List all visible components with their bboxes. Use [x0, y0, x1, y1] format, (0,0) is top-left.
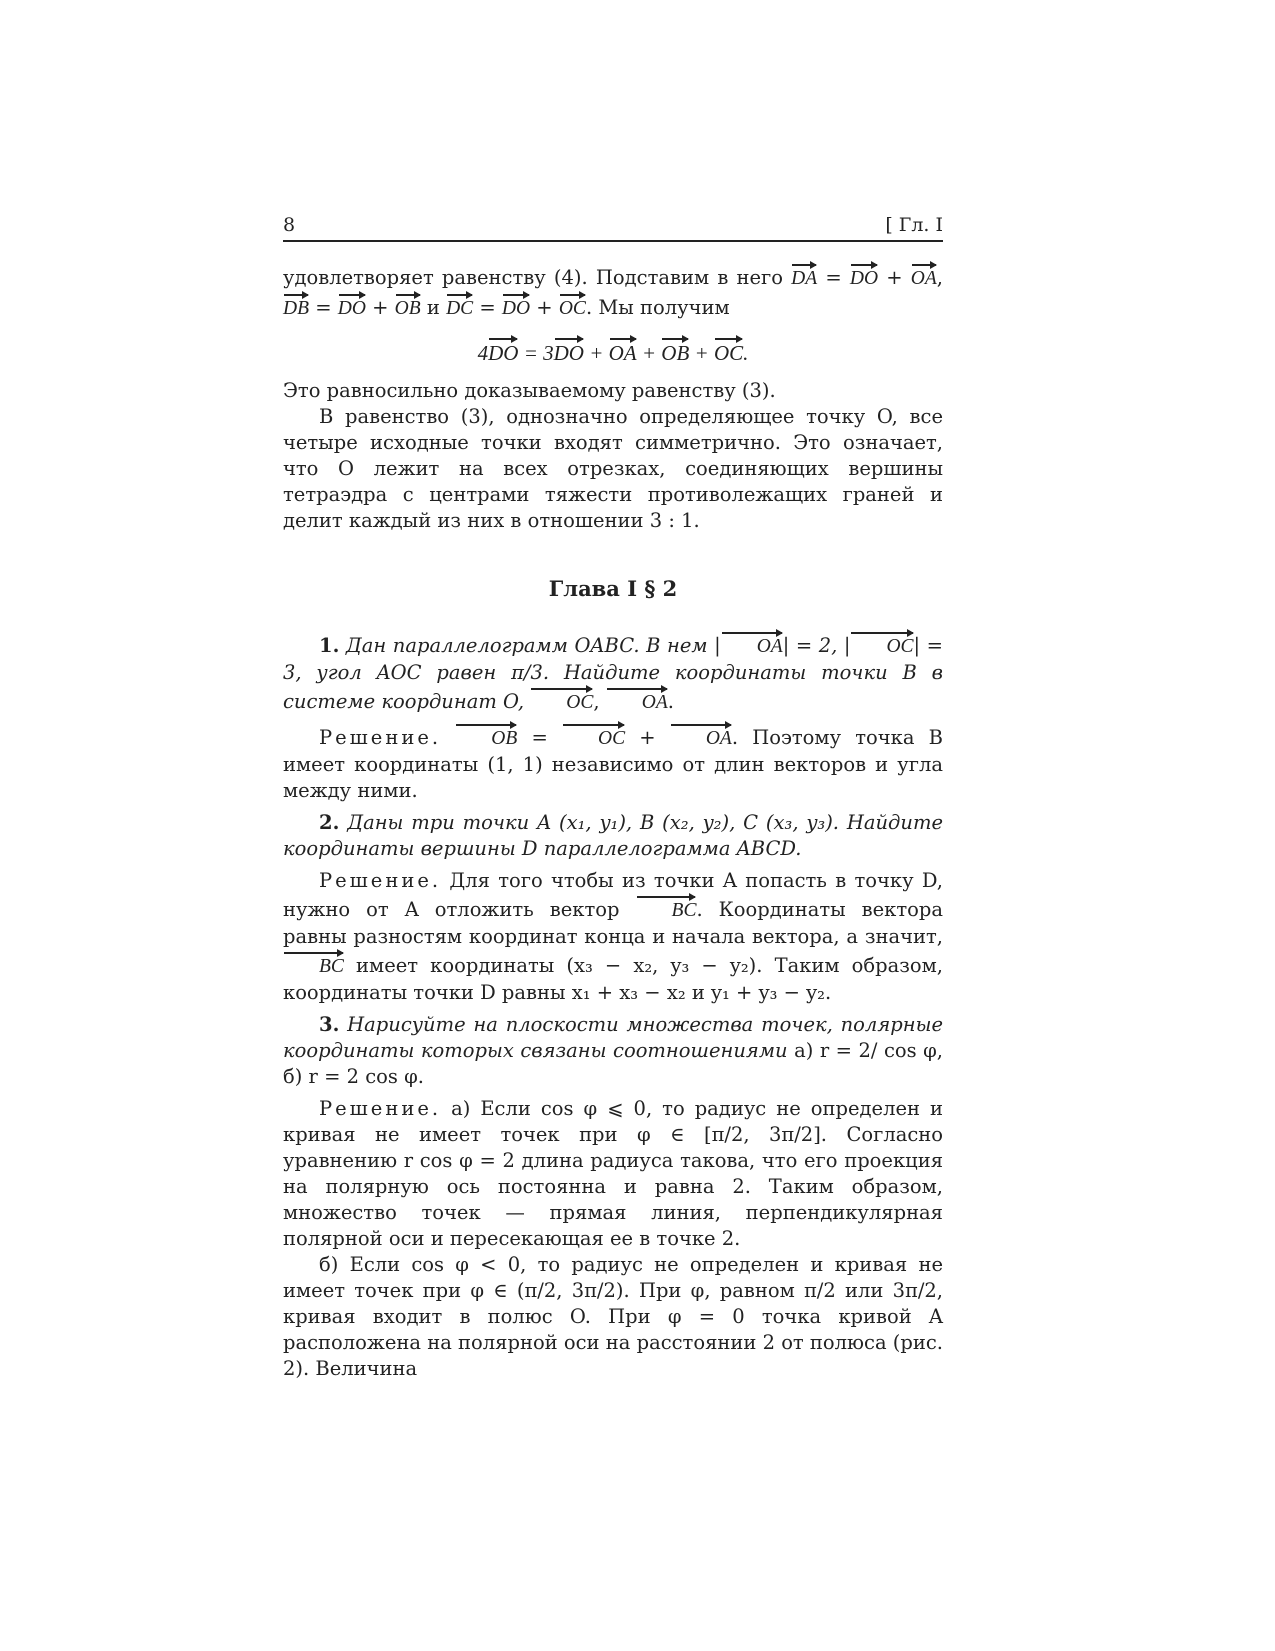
vector-OA: OA: [609, 336, 637, 366]
vector-OB: OB: [455, 722, 517, 752]
vector-OC: OC: [559, 292, 586, 322]
solution-3a: Решение. а) Если cos φ ⩽ 0, то радиус не определен и кривая не имеет точек при φ ∈ [π/2, 3π/2]. Согласно уравнению r cos φ = 2 длина радиуса такова, что его проекция на полярную ось постоянна и равна 2. Таким образом, множество точек — прямая линия, перпендикулярная полярной оси и пересекающая ее в точке 2.: [283, 1097, 943, 1250]
vector-OA: OA: [670, 722, 732, 752]
vector-BC: BC: [283, 950, 344, 980]
vector-OA: OA: [911, 262, 937, 292]
vector-DO: DO: [338, 292, 366, 322]
vector-DA: DA: [791, 262, 817, 292]
solution-label: Решение.: [319, 869, 442, 892]
vector-DO: DO: [554, 336, 584, 366]
problem-2: 2. Даны три точки A (x₁, y₁), B (x₂, y₂), C (x₃, y₃). Найдите координаты вершины D параллелограмма ABCD.: [283, 811, 944, 860]
problem-number: 2.: [319, 811, 340, 834]
vector-OC: OC: [850, 630, 913, 660]
vector-BC: BC: [636, 894, 697, 924]
vector-DO: DO: [850, 262, 878, 292]
solution-label: Решение.: [319, 1097, 442, 1120]
paragraph-symmetry: В равенство (3), однозначно определяющее точку O, все четыре исходные точки входят симметрично. Это означает, что O лежит на всех отрезках, соединяющих вершины тетраэдра с центрами тяжести противолежащих граней и делит каждый из них в отношении 3 : 1.: [283, 405, 943, 532]
vector-DB: DB: [283, 292, 309, 322]
problem-1: 1. Дан параллелограмм OABC. В нем | OA| = 2, | OC| = 3, угол AOC равен π/3. Найдите координаты точки B в системе координат O, OC, OA.: [283, 630, 943, 716]
solution-label: Решение.: [319, 726, 442, 749]
vector-OB: OB: [661, 336, 689, 366]
vector-OC: OC: [562, 722, 625, 752]
page-body: [283, 262, 943, 1382]
solution-1: Решение. OB = OC + OA. Поэтому точка B имеет координаты (1, 1) независимо от длин векторов и угла между ними.: [283, 722, 943, 804]
vector-OC: OC: [530, 686, 593, 716]
vector-DO: DO: [488, 336, 518, 366]
display-formula: 4DO = 3DO + OA + OB + OC.: [283, 336, 943, 366]
solution-2: Решение. Для того чтобы из точки A попасть в точку D, нужно от A отложить вектор BC. Координаты вектора равны разностям координат конца и начала вектора, а значит, BC имеет координаты (x₃ − x₂, y₃ − y₂). Таким образом, координаты точки D равны x₁ + x₃ − x₂ и y₁ + y₃ − y₂.: [283, 869, 943, 1004]
vector-OA: OA: [606, 686, 668, 716]
page-number: 8: [283, 214, 296, 236]
chapter-heading: Глава I § 2: [548, 576, 678, 601]
vector-DC: DC: [446, 292, 473, 322]
vector-DO: DO: [502, 292, 530, 322]
solution-3b: б) Если cos φ < 0, то радиус не определен и кривая не имеет точек при φ ∈ (π/2, 3π/2). При φ, равном π/2 или 3π/2, кривая входит в полюс O. При φ = 0 точка кривой A расположена на полярной оси на расстоянии 2 от полюса (рис. 2). Величина: [283, 1253, 943, 1380]
vector-OA: OA: [721, 630, 783, 660]
paragraph-equivalence: Это равносильно доказываемому равенству (3).: [283, 379, 776, 402]
vector-OC: OC: [714, 336, 743, 366]
running-head: [ Гл. I: [885, 214, 943, 236]
problem-number: 1.: [319, 634, 340, 657]
paragraph-substitution: удовлетворяет равенству (4). Подставим в него DA = DO + OA, DB = DO + OB и DC = DO + OC. Мы получим: [283, 262, 943, 322]
problem-3: 3. Нарисуйте на плоскости множества точек, полярные координаты которых связаны соотношениями а) r = 2/ cos φ, б) r = 2 cos φ.: [283, 1013, 943, 1088]
page-header: [283, 214, 943, 242]
problem-number: 3.: [319, 1013, 340, 1036]
vector-OB: OB: [395, 292, 421, 322]
